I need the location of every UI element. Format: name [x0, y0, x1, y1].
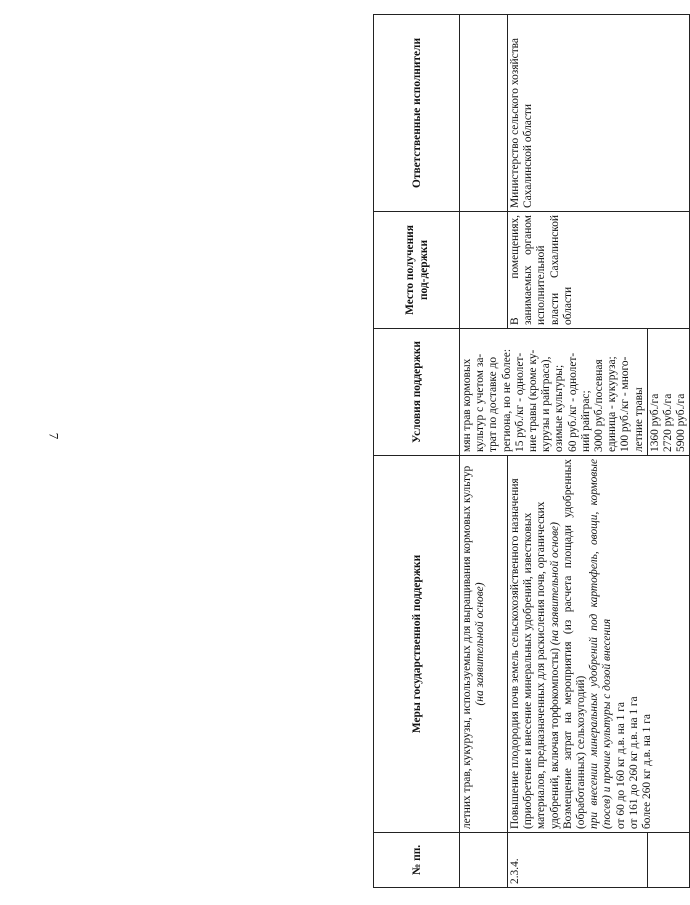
page-number: 7 [46, 432, 62, 440]
row2-measures-main-note: (на заявительной основе) [548, 522, 561, 646]
cond-line: озимые культуры; [553, 364, 566, 452]
row1-measures-note: (на заявительной основе) [474, 582, 487, 706]
row2-measures-reimb-note: при внесении минеральных удобрений под картофель, овощи, кормовые (посев) и прочие культуры с дозой внесения [588, 459, 614, 829]
cond-line: мян трав кормовых [461, 358, 473, 452]
cond-line: единица - кукуруза; [606, 356, 619, 452]
row2-measures-reimb: Возмещение затрат на мероприятия (из расчета площади удобренных (обработанных) сельхозугодий) [561, 459, 588, 829]
cond-line: 15 руб./кг - однолет- [513, 352, 526, 452]
table-header-row [374, 15, 460, 888]
header-conditions: Условия поддержки [374, 329, 460, 456]
dose-line: от 60 до 160 кг д.в. на 1 га [614, 702, 627, 829]
dose-line: более 260 кг д.в. на 1 га [641, 714, 654, 829]
header-place: Место получения под-держки [374, 212, 460, 329]
table-row [460, 15, 508, 888]
row1-measures-text: летних трав, кукурузы, используемых для выращивания кормовых культур [461, 465, 473, 829]
support-measures-table [373, 14, 690, 888]
row2-num: 2.3.4. [508, 833, 648, 888]
row2-executors: Министерство сельского хозяйства Сахалинской области [508, 15, 690, 212]
cond-line: ний райграс; [579, 390, 592, 452]
row1-num [460, 833, 508, 888]
cond-line: 60 руб./кг - однолет- [566, 352, 579, 452]
row2-measures-main: Повышение плодородия почв земель сельскохозяйственного назначения (приобретение и внесение минеральных удобрений, известковых материалов, предназначенных для раскисления почв, органических удобрений, включая торфокомпосты) [509, 478, 561, 829]
dose-line: от 161 до 260 кг д.в. на 1 га [627, 696, 640, 829]
row2-place: В помещениях, занимаемых органом исполнительной власти Сахалинской области [508, 212, 690, 329]
row2-rates [647, 329, 690, 456]
cond-line: летние травы [632, 387, 645, 452]
header-executors: Ответственные исполнители [374, 15, 460, 212]
row1-measures [460, 456, 508, 833]
rotated-page [373, 37, 688, 888]
rate-line: 1360 руб./га [648, 393, 661, 452]
cond-line: культур с учетом за- [474, 353, 487, 452]
header-num: № пп. [374, 833, 460, 888]
row2-num-cont [647, 833, 690, 888]
cond-line: трат по доставке до [487, 356, 500, 452]
rate-line: 2720 руб./га [662, 393, 675, 452]
row1-executors [460, 15, 508, 212]
header-measures: Меры государственной поддержки [374, 456, 460, 833]
row1-conditions [460, 329, 648, 456]
cond-line: ние травы (кроме ку- [527, 349, 540, 452]
rate-line: 5900 руб./га [675, 393, 688, 452]
cond-line: региона, но не более: [500, 349, 513, 452]
cond-line: курузы и райграса), [540, 356, 553, 452]
cond-line: 100 руб./кг - много- [619, 356, 632, 452]
row2-measures [508, 456, 690, 833]
cond-line: 3000 руб./посевная [593, 359, 606, 452]
row1-place [460, 212, 508, 329]
